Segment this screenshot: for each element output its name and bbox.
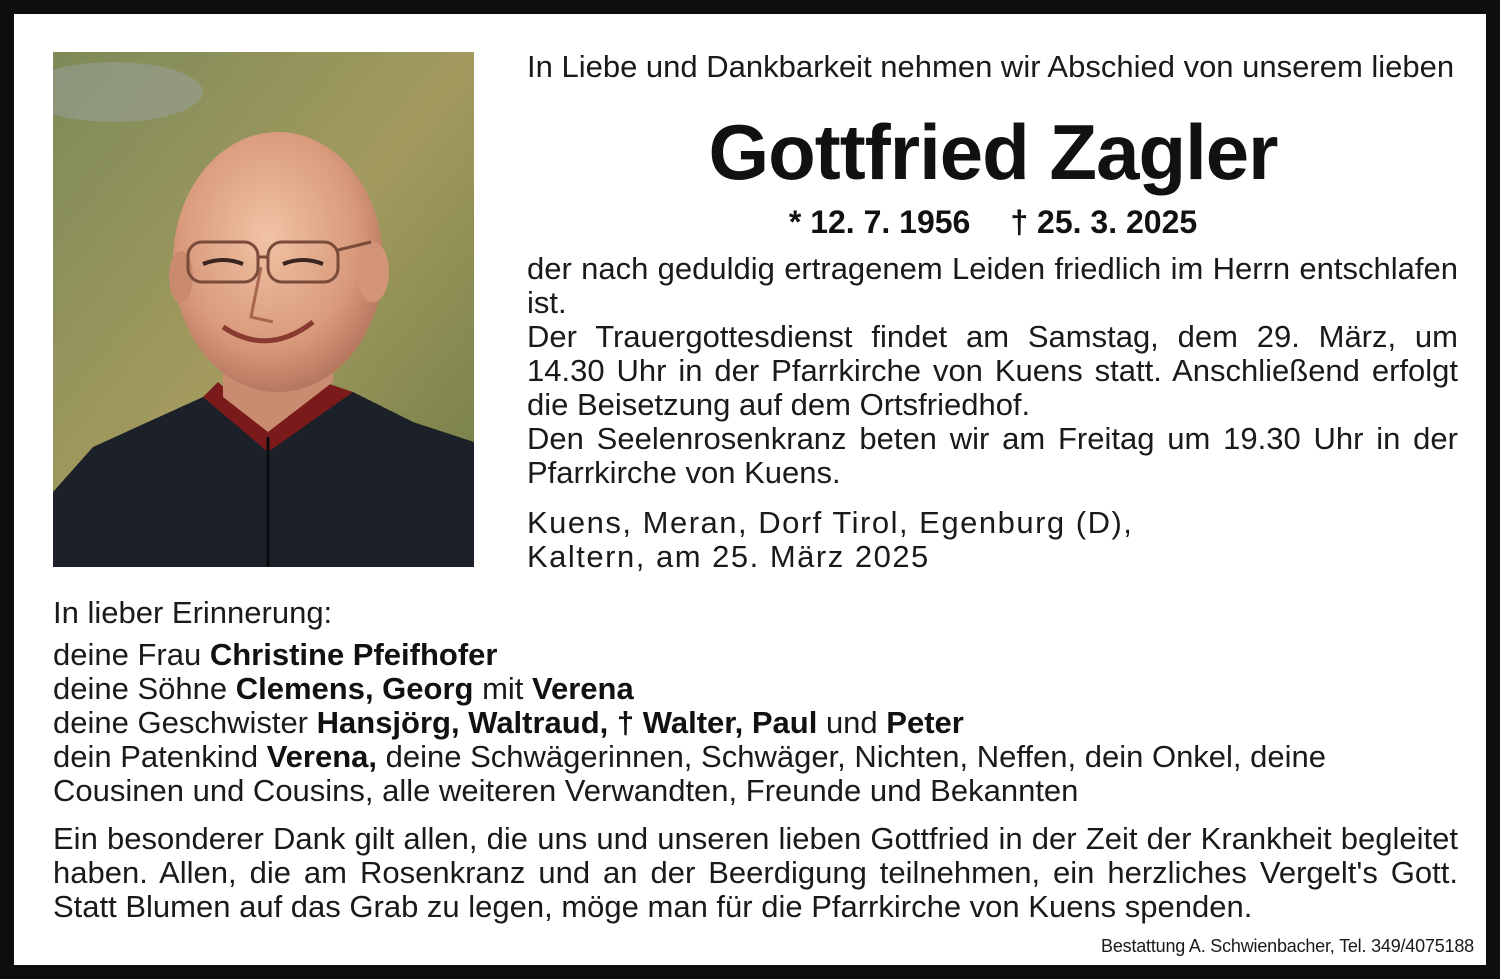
death-date: † 25. 3. 2025 <box>1010 204 1198 240</box>
sons-partner: Verena <box>532 671 634 706</box>
birth-date: * 12. 7. 1956 <box>788 204 971 240</box>
siblings-and: und <box>817 705 887 740</box>
body-paragraph-1: der nach geduldig ertragenem Leiden friedlich im Herrn entschlafen ist. <box>527 251 1458 320</box>
siblings-prefix: deine Geschwister <box>53 705 317 740</box>
intro-text: In Liebe und Dankbarkeit nehmen wir Abschied von unserem lieben <box>527 49 1455 84</box>
undertaker-contact: Bestattung A. Schwienbacher, Tel. 349/4075188 <box>1101 936 1474 956</box>
body-paragraph-2: Der Trauergottesdienst findet am Samstag, dem 29. März, um 14.30 Uhr in der Pfarrkirche von Kuens statt. Anschließend erfolgt die Beisetzung auf dem Ortsfriedhof. <box>527 319 1458 422</box>
mourner-sons <box>53 672 1463 706</box>
mourner-relatives <box>53 740 1463 808</box>
sons-prefix: deine Söhne <box>53 671 236 706</box>
sons-with: mit <box>473 671 533 706</box>
sons-names: Clemens, Georg <box>235 671 474 706</box>
place-date <box>527 506 1458 574</box>
place-line-1: Kuens, Meran, Dorf Tirol, Egenburg (D), <box>527 505 1134 540</box>
godchild-prefix: dein Patenkind <box>53 739 267 774</box>
siblings-names: Hansjörg, Waltraud, † Walter, Paul <box>316 705 818 740</box>
siblings-last: Peter <box>886 705 964 740</box>
portrait-photo <box>53 52 474 567</box>
thanks-section <box>53 822 1458 924</box>
godchild-name: Verena, <box>266 739 378 774</box>
place-line-2: Kaltern, am 25. März 2025 <box>527 539 930 574</box>
mourner-wife <box>53 638 1463 672</box>
thanks-text: Ein besonderer Dank gilt allen, die uns und unseren lieben Gottfried in der Zeit der Krankheit begleitet haben. Allen, die am Rosenkranz und an der Beerdigung teilnehmen, ein herzliches Vergelt's Gott. Statt Blumen auf das Grab zu legen, möge man für die Pfarrkirche von Kuens spenden. <box>53 821 1458 924</box>
mourners-heading: In lieber Erinnerung: <box>53 595 333 630</box>
notice-body <box>527 252 1458 490</box>
mourners-list <box>53 596 1463 808</box>
deceased-name: Gottfried Zagler <box>708 108 1278 196</box>
relatives-rest: deine Schwägerinnen, Schwäger, Nichten, Neffen, dein Onkel, deine Cousinen und Cousins, alle weiteren Verwandten, Freunde und Bekannten <box>53 739 1327 808</box>
body-paragraph-3: Den Seelenrosenkranz beten wir am Freitag um 19.30 Uhr in der Pfarrkirche von Kuens. <box>527 421 1458 490</box>
life-dates <box>527 202 1459 242</box>
wife-prefix: deine Frau <box>53 637 210 672</box>
mourner-siblings <box>53 706 1463 740</box>
wife-name: Christine Pfeifhofer <box>209 637 498 672</box>
